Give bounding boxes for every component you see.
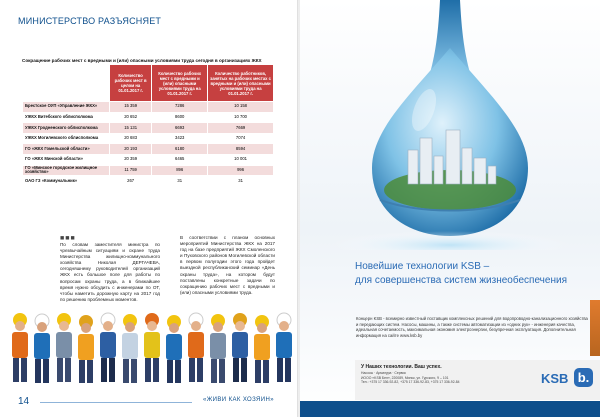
row-harmful: 3423 bbox=[152, 133, 208, 144]
advert-bottom-bar bbox=[300, 401, 600, 417]
row-total: 15 131 bbox=[110, 123, 152, 134]
water-drop-illustration bbox=[300, 0, 600, 250]
ksb-advert bbox=[300, 0, 600, 417]
table-row bbox=[23, 102, 274, 113]
row-harmful: 6465 bbox=[152, 154, 208, 165]
row-workers: 31 bbox=[208, 176, 274, 187]
row-workers: 10 001 bbox=[208, 154, 274, 165]
table-row bbox=[23, 144, 274, 155]
row-workers: 7669 bbox=[208, 123, 274, 134]
row-name: УЖКХ Витебского облисполкома bbox=[23, 112, 110, 123]
row-name: ГО «ЖКХ Минской области» bbox=[23, 154, 110, 165]
workers-photo bbox=[2, 306, 296, 384]
row-harmful: 7286 bbox=[152, 102, 208, 113]
row-total: 15 359 bbox=[110, 102, 152, 113]
advert-slogan: У Наших технологии. Ваш успех. bbox=[361, 364, 442, 370]
row-name: ГО «ЖКХ Гомельской области» bbox=[23, 144, 110, 155]
table-row bbox=[23, 112, 274, 123]
advert-footer bbox=[355, 360, 600, 400]
table-header-harmful: Количество рабочих мест с вредными и (или) опасными условиями труда на 01.01.2017 г. bbox=[152, 65, 208, 102]
body-column-1: По словам заместителя министра по чрезвычайным ситуациям и охране труда Министерства жилищно-коммунального хозяйства Николая ДЕРГАЧЕВА, сегодняшнему руководителей организаций ЖКХ есть большое поле для работы по вопросам охраны труда, а в ближайшее время нужно обсудить с инженерами по ОТ, чтобы наметить дорожную карту на 2017 год по решению проблемных моментов. bbox=[60, 242, 160, 302]
body-column-2: В соответствии с планом основных мероприятий Министерства ЖКХ на 2017 год на базе предприятий ЖКХ Смоленского и Пуховского районов Могилевской области в первом полугодии этого года пройдет выездной республиканский семинар «День охраны труда», на котором будут поставлены конкретные задачи по сокращению рабочих мест с вредными и (или) опасными условиями труда. bbox=[180, 235, 275, 295]
table-row bbox=[23, 123, 274, 134]
advert-contact: Насосы · Арматура · Сервис ИООО «KSB Бел», 220089, Минск, ул. Гурского, 9 – 101 Тел.: +375 17 336-92-82, +375 17 336-92-83, +375 17 336-92-84 bbox=[361, 371, 460, 385]
table-header-total: Количество рабочих мест в целом на 01.01.2017 г. bbox=[110, 65, 152, 102]
row-workers: 7074 bbox=[208, 133, 274, 144]
row-workers: 996 bbox=[208, 165, 274, 176]
ksb-logo-mark: b. bbox=[574, 368, 593, 387]
table-row bbox=[23, 133, 274, 144]
advert-title: Новейшие технологии KSB – bbox=[355, 261, 490, 272]
row-harmful: 31 bbox=[152, 176, 208, 187]
magazine-name: «ЖИВИ КАК ХОЗЯИН» bbox=[203, 397, 274, 403]
table-header-workers: Количество работников, занятых на рабочих местах с вредными и (или) опасными условиями труда на 01.01.2017 г. bbox=[208, 65, 274, 102]
left-page bbox=[0, 0, 298, 417]
row-harmful: 8600 bbox=[152, 112, 208, 123]
table-row bbox=[23, 154, 274, 165]
row-name: УЖКХ Гродненского облисполкома bbox=[23, 123, 110, 134]
row-total: 11 759 bbox=[110, 165, 152, 176]
row-name: ГО «Минское городское жилищное хозяйство» bbox=[23, 165, 110, 176]
ksb-logo-text: KSB bbox=[541, 371, 569, 386]
advert-subtitle: для совершенства систем жизнеобеспечения bbox=[355, 275, 567, 286]
row-total: 20 359 bbox=[110, 154, 152, 165]
paragraph-marker: ■■■ bbox=[60, 235, 76, 242]
table-caption: Сокращение рабочих мест с вредными и (или) опасными условиями труда сегодня в организациях ЖКХ bbox=[22, 58, 262, 63]
table-row bbox=[23, 176, 274, 187]
row-total: 267 bbox=[110, 176, 152, 187]
footer-rule bbox=[40, 402, 192, 403]
row-harmful: 896 bbox=[152, 165, 208, 176]
row-total: 20 683 bbox=[110, 133, 152, 144]
row-harmful: 6693 bbox=[152, 123, 208, 134]
table-header-blank bbox=[23, 65, 110, 102]
row-harmful: 6180 bbox=[152, 144, 208, 155]
row-total: 20 652 bbox=[110, 112, 152, 123]
row-name: УЖКХ Могилевского облисполкома bbox=[23, 133, 110, 144]
row-workers: 8594 bbox=[208, 144, 274, 155]
row-name: Брестское ОУП «Управление ЖКХ» bbox=[23, 102, 110, 113]
row-name: ОАО ГЗ «Коммунальник» bbox=[23, 176, 110, 187]
row-workers: 10 700 bbox=[208, 112, 274, 123]
row-workers: 10 158 bbox=[208, 102, 274, 113]
table-row bbox=[23, 165, 274, 176]
page-number: 14 bbox=[18, 396, 30, 407]
water-splash bbox=[330, 231, 570, 250]
row-total: 20 193 bbox=[110, 144, 152, 155]
advert-body: Концерн KSB - всемирно известный поставщик комплексных решений для водопроводно-канализационного хозяйства и передающих систем. Насосы, машины, а также системы автоматизации из «одних рук» - инженерия качества, идеальная сочетаемость, максимальная экономия электроэнергии, безупречная эксплуатация. Дополнительная информация на сайте www.ksb.by bbox=[356, 316, 588, 338]
ksb-logo bbox=[541, 366, 595, 388]
adjacent-page-edge bbox=[590, 300, 600, 356]
section-title: МИНИСТЕРСТВО РАЗЪЯСНЯЕТ bbox=[18, 16, 162, 26]
workplaces-table bbox=[22, 64, 274, 187]
table-header-row bbox=[23, 65, 274, 102]
